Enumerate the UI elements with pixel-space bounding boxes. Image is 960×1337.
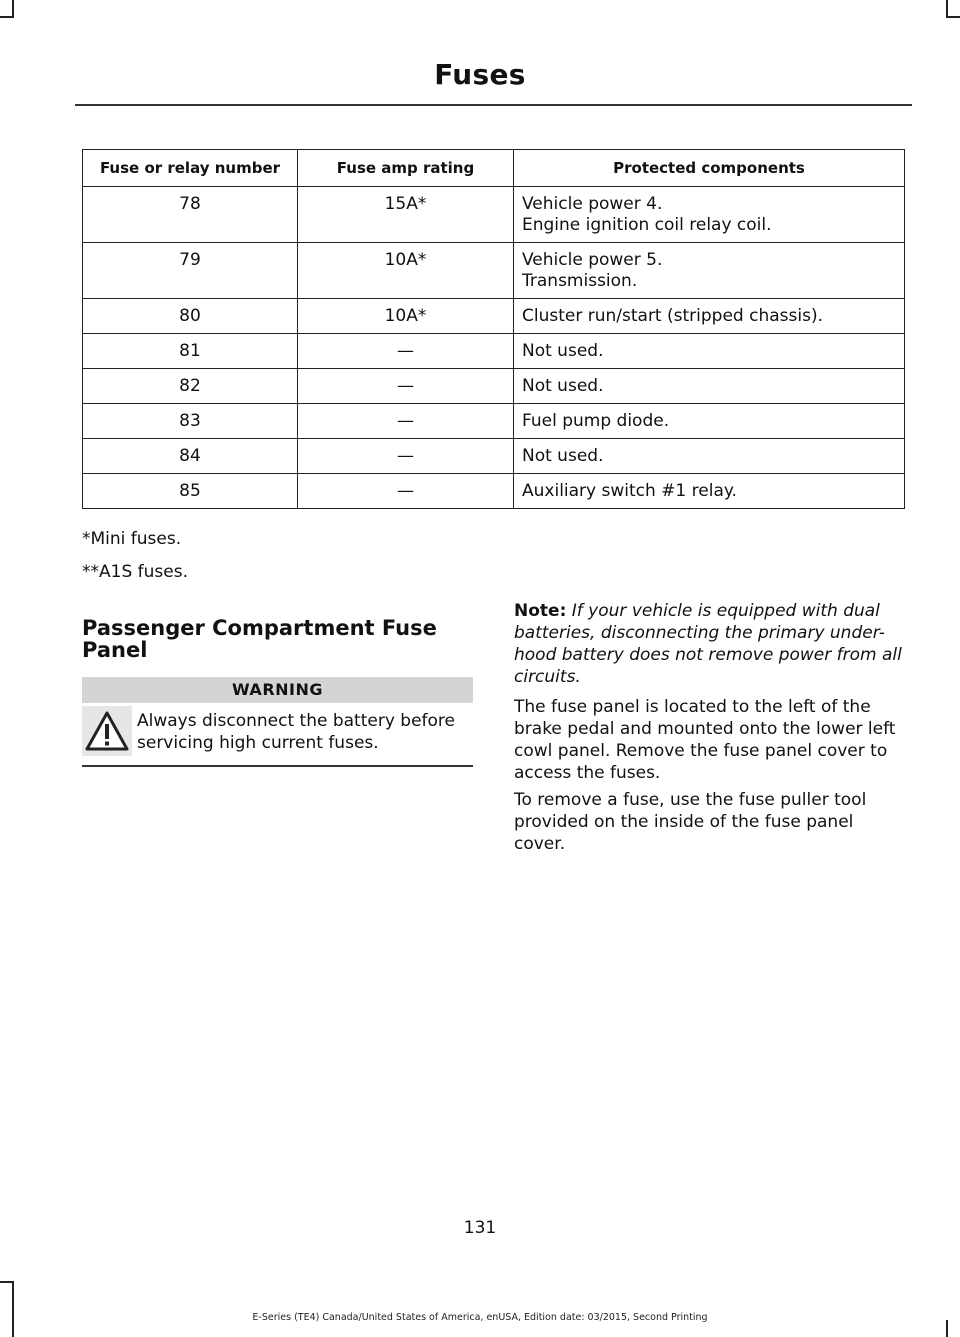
fuse-amp-cell: 10A* xyxy=(298,299,514,334)
protected-components-cell xyxy=(514,404,905,439)
component-line: Vehicle power 5. xyxy=(522,250,663,270)
component-line: Cluster run/start (stripped chassis). xyxy=(522,306,823,326)
component-line: Engine ignition coil relay coil. xyxy=(522,215,772,235)
fuse-amp-cell: 10A* xyxy=(298,243,514,299)
protected-components-cell xyxy=(514,299,905,334)
component-line: Transmission. xyxy=(522,271,638,291)
fuse-amp-cell: — xyxy=(298,404,514,439)
note-text: If your vehicle is equipped with dual batteries, disconnecting the primary under-hood battery does not remove power from all circuits. xyxy=(514,601,902,687)
protected-components-cell xyxy=(514,243,905,299)
footnote-a1s-fuses: **A1S fuses. xyxy=(82,562,188,582)
table-row xyxy=(83,404,905,439)
column-header-amp: Fuse amp rating xyxy=(298,150,514,187)
fuse-number-cell: 83 xyxy=(83,404,298,439)
table-row xyxy=(83,474,905,509)
location-paragraph: The fuse panel is located to the left of the brake pedal and mounted onto the lower left cowl panel. Remove the fuse panel cover to access the fuses. xyxy=(514,697,896,783)
fuse-number-cell: 84 xyxy=(83,439,298,474)
fuse-number-cell: 79 xyxy=(83,243,298,299)
warning-divider xyxy=(82,765,473,767)
component-line: Fuel pump diode. xyxy=(522,411,670,431)
protected-components-cell xyxy=(514,474,905,509)
edition-footer: E-Series (TE4) Canada/United States of America, enUSA, Edition date: 03/2015, Second Printing xyxy=(252,1312,708,1323)
warning-triangle-icon xyxy=(82,706,132,756)
page-title: Fuses xyxy=(434,58,526,91)
component-line: Vehicle power 4. xyxy=(522,194,663,214)
table-row xyxy=(83,439,905,474)
fuse-amp-cell: — xyxy=(298,439,514,474)
table-row xyxy=(83,334,905,369)
note-label: Note: xyxy=(514,601,567,621)
table-row xyxy=(83,369,905,404)
crop-mark xyxy=(0,1281,14,1283)
fuse-number-cell: 78 xyxy=(83,187,298,243)
fuse-number-cell: 82 xyxy=(83,369,298,404)
fuse-amp-cell: — xyxy=(298,334,514,369)
table-row xyxy=(83,187,905,243)
fuse-number-cell: 80 xyxy=(83,299,298,334)
fuse-number-cell: 81 xyxy=(83,334,298,369)
table-body xyxy=(83,187,905,509)
table-row xyxy=(83,243,905,299)
column-header-components: Protected components xyxy=(514,150,905,187)
note-paragraph xyxy=(514,600,909,688)
warning-header: WARNING xyxy=(82,677,473,703)
component-line: Not used. xyxy=(522,341,604,361)
removal-paragraph: To remove a fuse, use the fuse puller tool provided on the inside of the fuse panel cover. xyxy=(514,790,867,854)
fuse-number-cell: 85 xyxy=(83,474,298,509)
crop-mark xyxy=(946,16,960,18)
fuse-amp-cell: — xyxy=(298,369,514,404)
protected-components-cell xyxy=(514,439,905,474)
component-line: Not used. xyxy=(522,376,604,396)
protected-components-cell xyxy=(514,187,905,243)
warning-text: Always disconnect the battery before servicing high current fuses. xyxy=(137,711,456,753)
page-number: 131 xyxy=(463,1218,497,1238)
crop-mark xyxy=(12,1281,14,1337)
table-header-row xyxy=(83,150,905,187)
table-row xyxy=(83,299,905,334)
protected-components-cell xyxy=(514,334,905,369)
column-header-number: Fuse or relay number xyxy=(83,150,298,187)
component-line: Auxiliary switch #1 relay. xyxy=(522,481,737,501)
component-line: Not used. xyxy=(522,446,604,466)
crop-mark xyxy=(0,16,14,18)
fuse-amp-cell: — xyxy=(298,474,514,509)
header-divider xyxy=(75,104,912,106)
fuse-amp-cell: 15A* xyxy=(298,187,514,243)
protected-components-cell xyxy=(514,369,905,404)
section-heading: Passenger Compartment Fuse Panel xyxy=(82,616,437,662)
fuse-table xyxy=(82,149,905,509)
footnote-mini-fuses: *Mini fuses. xyxy=(82,529,182,549)
